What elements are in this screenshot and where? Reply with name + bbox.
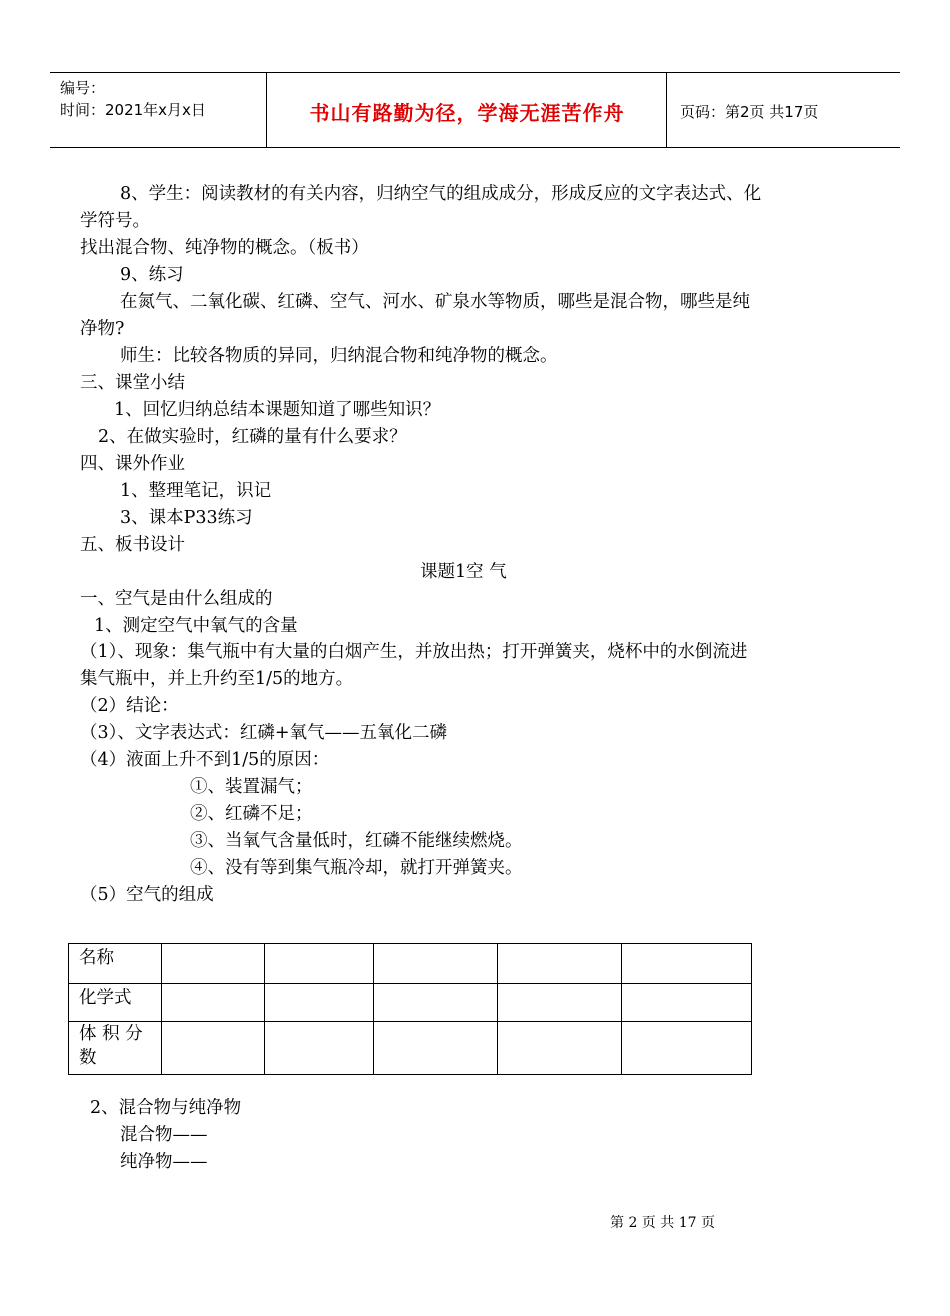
- table-cell: [374, 1022, 498, 1075]
- reason-item: ④、没有等到集气瓶冷却，就打开弹簧夹。: [190, 858, 523, 878]
- number-label: 编号：: [60, 79, 106, 97]
- text-line: （5）空气的组成: [80, 885, 214, 905]
- text-line: 9、练习: [120, 265, 184, 285]
- text-line: 1、整理笔记，识记: [120, 481, 272, 501]
- text-line: （4）液面上升不到1/5的原因：: [80, 750, 330, 770]
- text-line: 混合物——: [120, 1125, 208, 1145]
- text-line: 2、混合物与纯净物: [90, 1098, 242, 1118]
- board-title: 课题1空 气: [420, 562, 507, 582]
- text-line: （2）结论：: [80, 696, 179, 716]
- text-line: 1、回忆归纳总结本课题知道了哪些知识？: [114, 400, 441, 420]
- table-cell: [498, 944, 622, 984]
- text-line: 学符号。: [80, 211, 150, 231]
- table-cell: [374, 944, 498, 984]
- page-footer: 第 2 页 共 17 页: [610, 1215, 715, 1231]
- text-line: 1、测定空气中氧气的含量: [94, 616, 298, 636]
- section-heading: 四、课外作业: [80, 454, 185, 474]
- header-divider: [666, 73, 667, 147]
- reason-item: ②、红磷不足；: [190, 804, 313, 824]
- text-line: （3）、文字表达式：红磷+氧气——五氧化二磷: [80, 723, 448, 743]
- header-motto: 书山有路勤为径，学海无涯苦作舟: [309, 101, 625, 125]
- reason-item: ③、当氧气含量低时，红磷不能继续燃烧。: [190, 831, 523, 851]
- text-line: 净物?: [80, 319, 125, 339]
- text-line: 师生：比较各物质的异同，归纳混合物和纯净物的概念。: [120, 346, 558, 366]
- table-row: [69, 944, 752, 984]
- table-row: [69, 984, 752, 1022]
- table-cell: [265, 984, 374, 1022]
- table-cell: [162, 944, 265, 984]
- table-row: [69, 1022, 752, 1075]
- header-meta: [60, 77, 206, 121]
- table-cell: [622, 984, 752, 1022]
- text-line: （1）、现象：集气瓶中有大量的白烟产生，并放出热；打开弹簧夹，烧杯中的水倒流进: [80, 642, 748, 662]
- text-line: 8、学生：阅读教材的有关内容，归纳空气的组成成分，形成反应的文字表达式、化: [120, 184, 762, 204]
- section-heading: 三、课堂小结: [80, 373, 185, 393]
- text-line: 找出混合物、纯净物的概念。（板书）: [80, 238, 369, 258]
- table-cell: [265, 944, 374, 984]
- table-cell: 化学式: [69, 984, 162, 1022]
- text-line: 集气瓶中，并上升约至1/5的地方。: [80, 669, 354, 689]
- table-cell: [498, 1022, 622, 1075]
- text-line: 一、空气是由什么组成的: [80, 589, 273, 609]
- table-cell: 体 积 分 数: [69, 1022, 162, 1075]
- table-cell: [622, 944, 752, 984]
- text-line: 3、课本P33练习: [120, 508, 253, 528]
- table-cell: [265, 1022, 374, 1075]
- text-line: 在氮气、二氧化碳、红磷、空气、河水、矿泉水等物质，哪些是混合物，哪些是纯: [120, 292, 750, 312]
- table-cell: 名称: [69, 944, 162, 984]
- table-cell: [622, 1022, 752, 1075]
- reason-item: ①、装置漏气；: [190, 777, 313, 797]
- time-label: 时间：2021年x月x日: [60, 101, 206, 119]
- table-cell: [162, 984, 265, 1022]
- text-line: 纯净物——: [120, 1152, 208, 1172]
- header-table: [50, 72, 900, 148]
- air-composition-table: [68, 943, 752, 1075]
- header-page-label: 页码：第2页 共17页: [680, 103, 819, 121]
- table-cell: [162, 1022, 265, 1075]
- text-line: 2、在做实验时，红磷的量有什么要求？: [98, 427, 407, 447]
- section-heading: 五、板书设计: [80, 535, 185, 555]
- table-cell: [374, 984, 498, 1022]
- header-divider: [266, 73, 267, 147]
- table-cell: [498, 984, 622, 1022]
